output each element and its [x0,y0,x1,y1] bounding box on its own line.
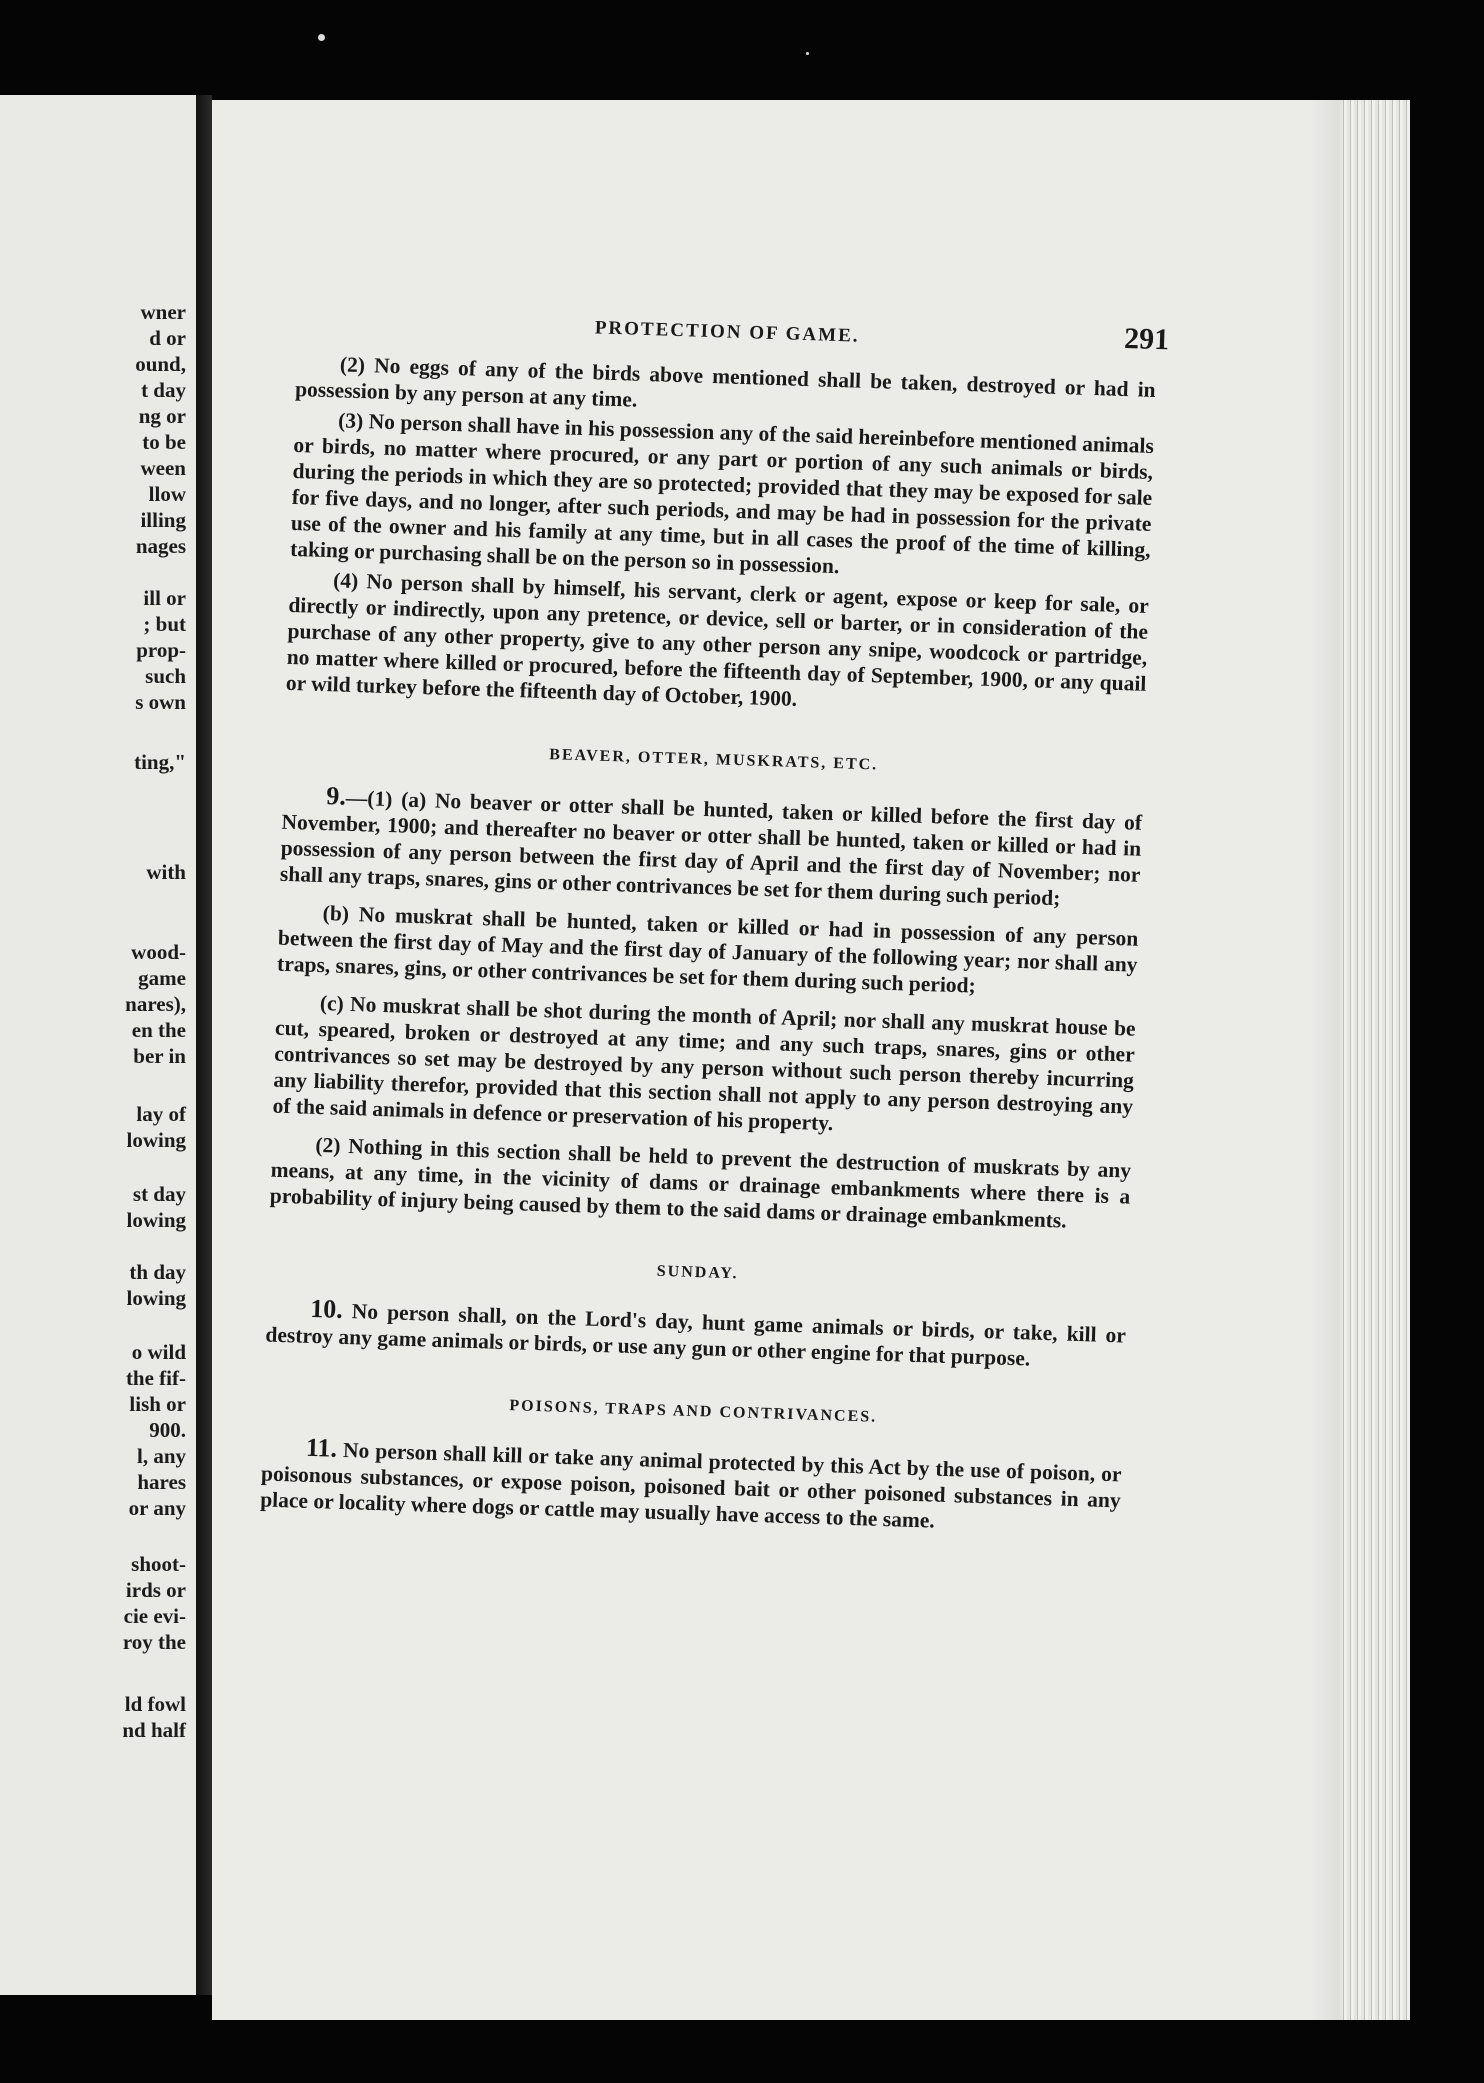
left-page-fragment: t day [141,378,186,402]
left-page-fragment: to be [142,430,186,454]
left-page-fragment: ound, [135,352,186,376]
left-page-fragment: ill or [143,586,186,610]
left-page-fragment: nages [135,534,186,558]
left-page-fragment: th day [129,1260,186,1284]
section-10 [265,1295,1126,1375]
left-page-fragment: game [138,966,186,990]
left-page-fragment: wood- [131,940,186,964]
left-page-fragment: ; but [143,612,186,636]
left-page-fragment: prop- [136,638,186,662]
paragraph-sale: (4) No person shall by himself, his servant, clerk or agent, expose or keep for sale, or directly or indirectly, upon any pretence, or device, sell or barter, or in consideration of the purchase of any other property, give to any other person any snipe, woodcock or partridge, no matter where killed or procured, before the fifteenth day of September, 1900, or any quail or wild turkey before the fifteenth day of October, 1900. [285,568,1150,711]
page-text [259,300,1170,1543]
left-page-fragment: 900. [149,1418,186,1442]
left-page-fragment: lish or [129,1392,186,1416]
paragraph-eggs: (2) No eggs of any of the birds above mentioned shall be taken, destroyed or had in possession by any person at any time. [294,352,1156,412]
heading-sunday: SUNDAY. [656,1262,739,1283]
section-number: 9. [325,781,347,811]
left-page-fragment: lowing [126,1128,186,1152]
left-page-fragment: cie evi- [123,1604,186,1628]
page-edges [1340,100,1410,2020]
heading-poisons: POISONS, TRAPS AND CONTRIVANCES. [509,1397,878,1426]
book-gutter [196,95,212,1995]
left-page-fragment: st day [132,1182,186,1206]
left-page-fragment: lay of [136,1102,186,1126]
left-page-fragment: such [145,664,186,688]
left-page-fragment: ween [140,456,186,480]
left-page-fragment: o wild [131,1340,186,1364]
left-page-fragment: wner [140,300,186,324]
paragraph-possession: (3) No person shall have in his possession any of the said hereinbefore mentioned animals or birds, no matter where procured, or any part or portion of any such animals or birds, during the periods in which they are so protected; provided that they may be exposed for sale for five days, and no longer, after such periods, and may be had in possession for the private use of the owner and his family at any time, but in all cases the proof of the time of killing, taking or purchasing shall be on the person so in possession. [289,408,1155,579]
page-shade [1310,100,1340,2020]
left-page-fragment: shoot- [131,1552,186,1576]
left-page-fragment: s own [135,690,186,714]
dust-speck [318,34,325,41]
left-page-fragment: hares [137,1470,186,1494]
left-page-fragment: ld fowl [124,1692,186,1716]
section-9-1a-text: —(1) (a) No beaver or otter shall be hunted, taken or killed before the first day of November, 1900; and thereafter no beaver or otter shall be hunted, taken or killed or had in possession of any person between the first day of April and the first day of November; nor shall any traps, snares, gins or other contrivances be set for them during such period; [279,785,1143,911]
left-page-fragment: nares), [125,992,186,1016]
left-page-fragment: with [146,860,186,884]
right-page [212,100,1410,2020]
left-page-fragment: ber in [133,1044,186,1068]
heading-beaver: BEAVER, OTTER, MUSKRATS, ETC. [549,746,879,774]
section-number: 10. [309,1293,344,1324]
left-page-fragment: l, any [136,1444,186,1468]
left-page-fragment: illing [140,508,186,532]
left-page-fragment: lowing [126,1208,186,1232]
section-11-text: No person shall kill or take any animal protected by this Act by the use of poison, or poisonous substances, or expose poison, poisoned bait or other poisoned substances in any place or locality where dogs or cattle may usually have access to the same. [259,1437,1122,1533]
section-10-text: No person shall, on the Lord's day, hunt game animals or birds, or take, kill or destroy any game animals or birds, or use any gun or other engine for that purpose. [265,1299,1127,1371]
left-page-fragment: d or [149,326,186,350]
left-facing-page [0,95,202,1995]
section-11 [260,1433,1122,1539]
left-page-fragment: or any [128,1496,186,1520]
left-page-fragment: irds or [125,1578,186,1602]
section-9-2: (2) Nothing in this section shall be held to prevent the destruction of muskrats by any means, at any time, in the vicinity of dams or drainage embankments where there is a probability of injury being caused by them to the said dams or drainage embankments. [269,1132,1132,1233]
running-head: PROTECTION OF GAME. [594,317,860,347]
dust-speck [806,52,809,55]
left-page-fragment: llow [148,482,186,506]
left-page-fragment: lowing [126,1286,186,1310]
left-page-fragment: ng or [138,404,186,428]
left-page-fragment: nd half [122,1718,186,1742]
section-9-1b: (b) No muskrat shall be hunted, taken or killed or had in possession of any person between the first day of May and the first day of January of the following year; nor shall any traps, snares, gins, or other contrivances be set for them during such period; [276,901,1139,998]
page-number: 291 [1123,321,1170,357]
left-page-fragment: roy the [122,1630,186,1654]
section-number: 11. [305,1432,338,1463]
left-page-fragment: the fif- [125,1366,186,1390]
section-9-1c: (c) No muskrat shall be shot during the month of April; nor shall any muskrat house be cut, speared, broken or destroyed at any time; and any such traps, snares, gins or other contrivances so set may be destroyed by any person without such person thereby incurring any liability therefor, provided that this section shall not apply to any person destroying any of the said animals in defence or preservation of his property. [272,991,1136,1136]
left-page-fragment: en the [131,1018,186,1042]
left-page-fragment: ting," [134,750,186,774]
